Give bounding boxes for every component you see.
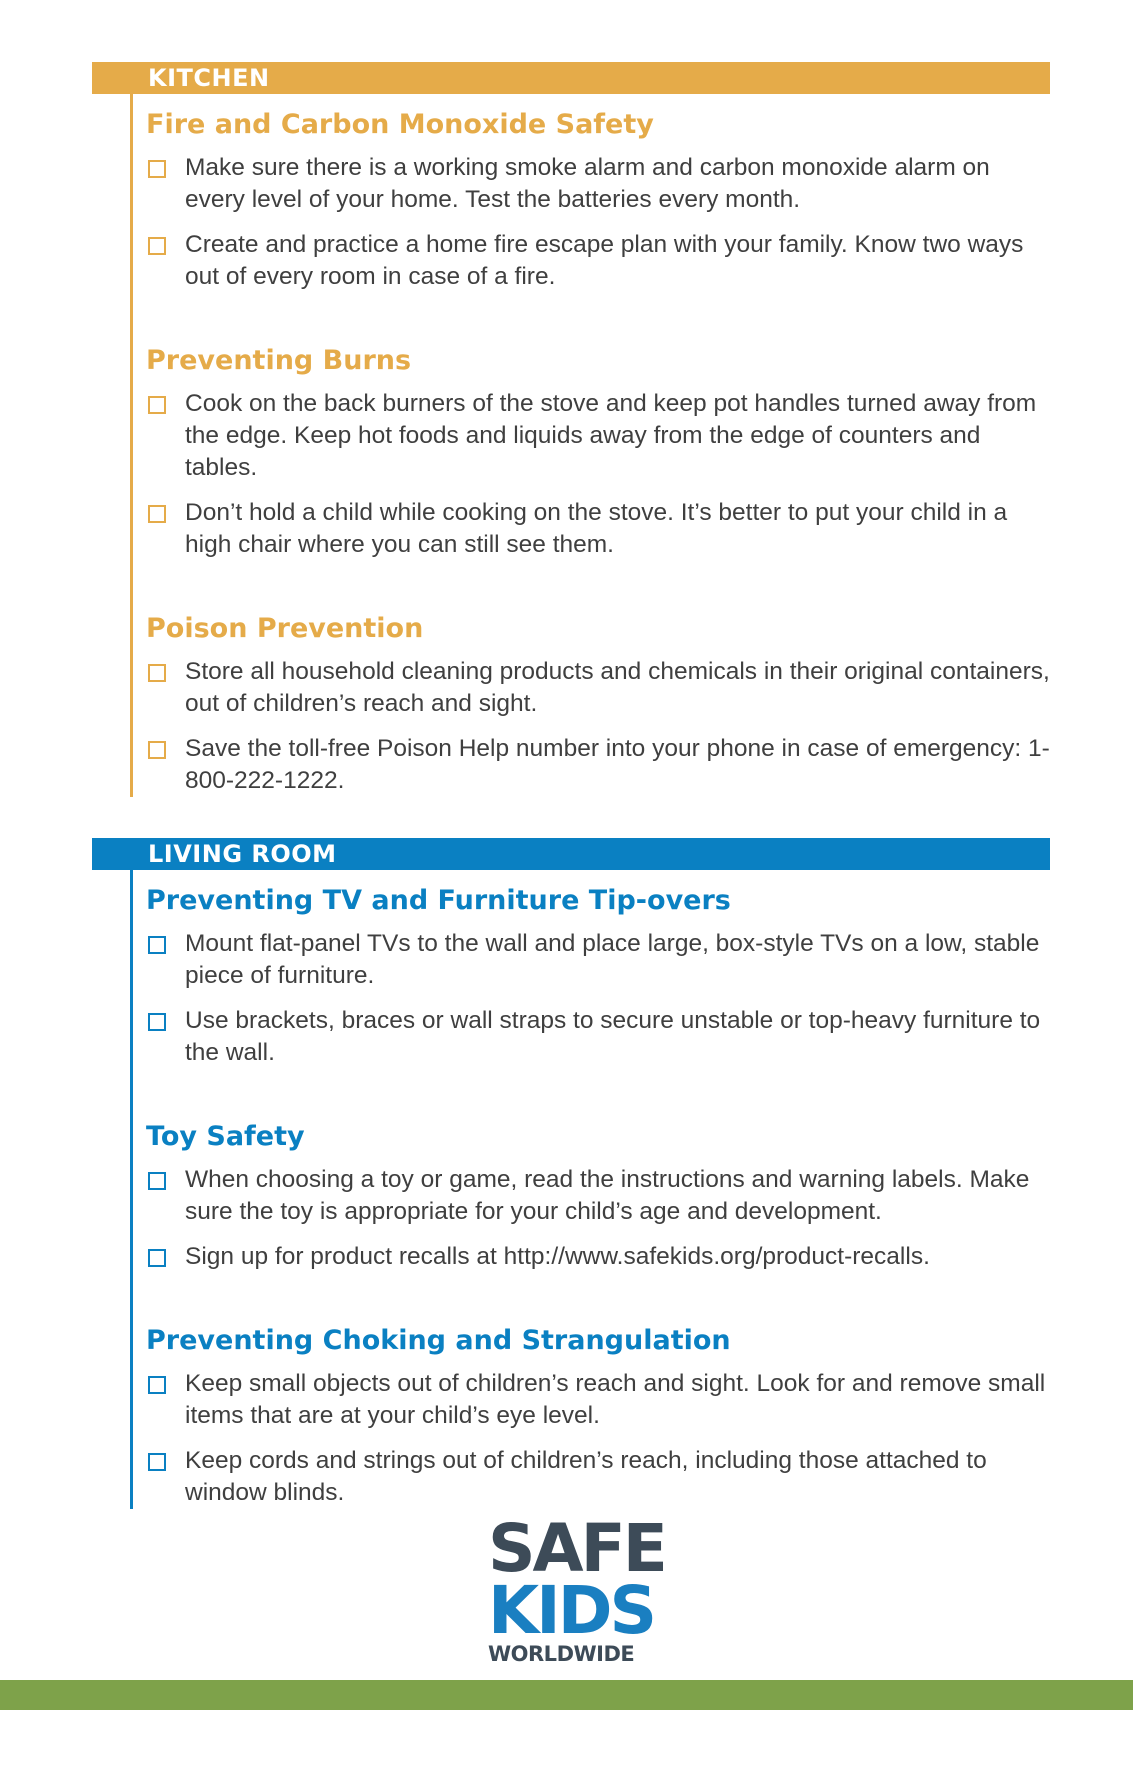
- checklist-item: [146, 152, 1050, 216]
- subsection-heading: Preventing TV and Furniture Tip-overs: [146, 885, 731, 916]
- checkbox-icon[interactable]: [148, 936, 166, 954]
- checkbox-icon[interactable]: [148, 1376, 166, 1394]
- logo-line-worldwide: WORLDWIDE: [488, 1642, 635, 1666]
- checkbox-icon[interactable]: [148, 160, 166, 178]
- checkbox-icon[interactable]: [148, 237, 166, 255]
- checkbox-icon[interactable]: [148, 1013, 166, 1031]
- kitchen-section-header: KITCHEN: [92, 62, 1050, 94]
- checklist-item-text: Use brackets, braces or wall straps to secure unstable or top-heavy furniture to the wall.: [185, 1007, 1041, 1066]
- subsection-heading: Poison Prevention: [146, 613, 424, 644]
- subsection-heading: Toy Safety: [146, 1121, 305, 1152]
- living-room-section-body: [130, 870, 1050, 1509]
- subsection-toy-safety: [146, 1082, 1050, 1273]
- living-room-section-header: LIVING ROOM: [92, 838, 1050, 870]
- subsection-heading: Preventing Choking and Strangulation: [146, 1325, 731, 1356]
- subsection-poison-prevention: [146, 574, 1050, 797]
- checklist-item: [146, 1241, 1050, 1273]
- checkbox-icon[interactable]: [148, 664, 166, 682]
- bottom-green-stripe: [0, 1680, 1133, 1710]
- checklist-item: [146, 229, 1050, 293]
- checklist-item: [146, 656, 1050, 720]
- kitchen-section-body: [130, 94, 1050, 797]
- checkbox-icon[interactable]: [148, 396, 166, 414]
- checklist-item-text: Create and practice a home fire escape plan with your family. Know two ways out of every room in case of a fire.: [185, 231, 1024, 290]
- checklist-item: [146, 388, 1050, 484]
- checkbox-icon[interactable]: [148, 1172, 166, 1190]
- checklist-item: [146, 733, 1050, 797]
- checkbox-icon[interactable]: [148, 1453, 166, 1471]
- checklist-item-text: Keep small objects out of children’s reach and sight. Look for and remove small items that are at your child’s eye level.: [185, 1370, 1046, 1429]
- checklist-item-text: Make sure there is a working smoke alarm and carbon monoxide alarm on every level of your home. Test the batteries every month.: [185, 154, 990, 213]
- safe-kids-logo: [488, 1510, 665, 1666]
- checklist-item: [146, 497, 1050, 561]
- subsection-heading: Preventing Burns: [146, 345, 412, 376]
- checklist-item: [146, 1164, 1050, 1228]
- subsection-fire-safety: [146, 94, 1050, 293]
- checkbox-icon[interactable]: [148, 1249, 166, 1267]
- subsection-tip-overs: [146, 870, 1050, 1069]
- subsection-heading: Fire and Carbon Monoxide Safety: [146, 109, 654, 140]
- checkbox-icon[interactable]: [148, 741, 166, 759]
- checkbox-icon[interactable]: [148, 505, 166, 523]
- checklist-item-text: Mount flat-panel TVs to the wall and place large, box-style TVs on a low, stable piece of furniture.: [185, 930, 1040, 989]
- checklist-item-text: When choosing a toy or game, read the instructions and warning labels. Make sure the toy is appropriate for your child’s age and development.: [185, 1166, 1030, 1225]
- checklist-item-text: Store all household cleaning products and chemicals in their original containers, out of children’s reach and sight.: [185, 658, 1050, 717]
- checklist-item-text: Save the toll-free Poison Help number into your phone in case of emergency: 1-800-222-1222.: [185, 735, 1050, 794]
- kitchen-section: [92, 62, 1050, 797]
- checklist-item-text: Don’t hold a child while cooking on the stove. It’s better to put your child in a high chair where you can still see them.: [185, 499, 1008, 558]
- checklist-item-text: Keep cords and strings out of children’s reach, including those attached to window blinds.: [185, 1447, 987, 1506]
- logo-line-kids: KIDS: [488, 1572, 655, 1649]
- logo-line-safe: SAFE: [488, 1510, 665, 1587]
- subsection-preventing-burns: [146, 306, 1050, 561]
- checklist-item-text: Sign up for product recalls at http://www.safekids.org/product-recalls.: [185, 1243, 930, 1270]
- checklist-item: [146, 1005, 1050, 1069]
- checklist-item: [146, 928, 1050, 992]
- living-room-section: [92, 838, 1050, 1509]
- checklist-item: [146, 1368, 1050, 1432]
- checklist-item-text: Cook on the back burners of the stove and keep pot handles turned away from the edge. Keep hot foods and liquids away from the edge of counters and tables.: [185, 390, 1037, 481]
- checklist-item: [146, 1445, 1050, 1509]
- subsection-choking: [146, 1286, 1050, 1509]
